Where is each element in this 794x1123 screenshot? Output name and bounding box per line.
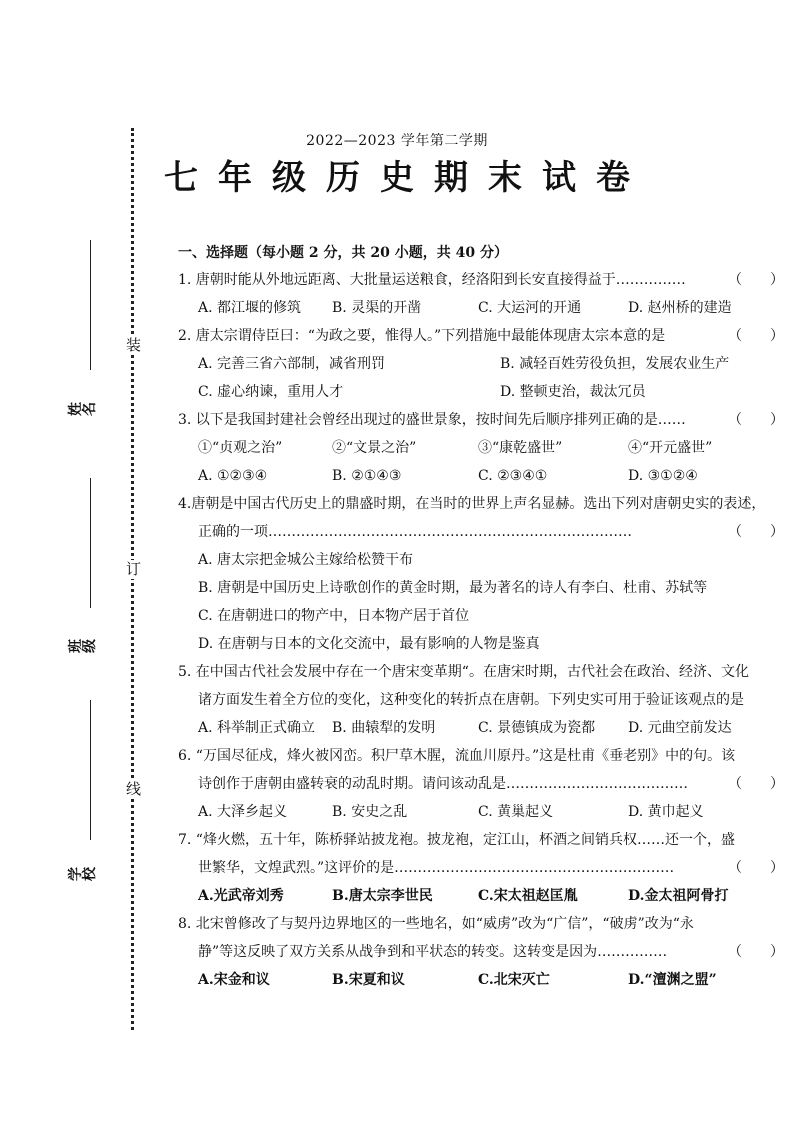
class-field-label: 班级 [68,639,98,653]
question-3 [178,406,784,434]
binding-dotted-line [131,128,134,1030]
question-6 [178,742,784,770]
question-7 [178,826,784,854]
option-c: C. 虚心纳谏，重用人才 [198,384,344,400]
question-5-continued [178,686,784,714]
name-field-label: 姓名 [68,402,98,416]
option-a: A.光武帝刘秀 [198,888,284,904]
question-8 [178,910,784,938]
question-2 [178,322,784,350]
question-7-stem-line-2: 世繁华，文煌武烈。”这评价的是…………………………………………………… [198,860,675,876]
option-a: A. 大泽乡起义 [198,804,288,820]
option-a: A.宋金和议 [198,972,270,988]
question-4-stem-line-2: 正确的一项…………………………………………………………………… [198,524,632,540]
option-c: C. ②③④① [478,468,548,484]
question-4 [178,490,784,518]
exam-title: 七年级历史期末试卷 [164,158,650,198]
question-7-continued [178,854,784,882]
question-3-items [178,434,784,462]
option-b: B.唐太宗李世民 [332,888,433,904]
binding-word-zhuang: 装 [126,336,142,354]
option-b: B. 唐朝是中国历史上诗歌创作的黄金时期，最为著名的诗人有李白、杜甫、苏轼等 [198,580,708,596]
class-field-line[interactable] [90,478,91,608]
option-d: D.金太祖阿骨打 [628,888,729,904]
question-3-stem: 3. 以下是我国封建社会曾经出现过的盛世景象，按时间先后顺序排列正确的是…… [178,412,686,428]
option-a: A. 唐太宗把金城公主嫁给松赞干布 [198,552,414,568]
question-1-options [178,294,784,322]
option-b: B. 安史之乱 [332,804,408,820]
question-7-stem-line-1: 7. “烽火燃，五十年，陈桥驿站披龙袍。披龙袍，定江山，杯酒之间销兵权……还一个，盛 [178,832,735,848]
option-d: D. 整顿吏治，裁汰冗员 [500,384,646,400]
question-8-options [178,966,784,994]
option-d: D. 黄巾起义 [628,804,704,820]
option-b: B. 灵渠的开凿 [332,300,422,316]
option-b: B.宋夏和议 [332,972,405,988]
question-5 [178,658,784,686]
question-6-stem-line-2: 诗创作于唐朝由盛转衰的动乱时期。请问该动乱是………………………………… [198,776,688,792]
question-5-stem-line-2: 诸方面发生着全方位的变化，这种变化的转折点在唐朝。下列史实可用于验证该观点的是 [198,692,744,708]
binding-word-ding: 订 [126,560,142,578]
question-4-stem-line-1: 4.唐朝是中国古代历史上的鼎盛时期，在当时的世界上声名显赫。选出下列对唐朝史实的表述， [178,496,766,512]
answer-bracket-6[interactable]: （ ） [728,776,784,792]
question-8-continued [178,938,784,966]
question-2-options-row-1 [178,350,784,378]
option-a: A. 科举制正式确立 [198,720,316,736]
option-c: C.宋太祖赵匡胤 [478,888,578,904]
option-a: A. ①②③④ [198,468,268,484]
question-4-continued [178,518,784,546]
option-b: B. 曲辕犁的发明 [332,720,436,736]
answer-bracket-8[interactable]: （ ） [728,944,784,960]
item-4: ④“开元盛世” [628,440,713,456]
option-d: D. 元曲空前发达 [628,720,732,736]
question-3-options [178,462,784,490]
exam-content [178,240,784,994]
question-6-continued [178,770,784,798]
question-5-stem-line-1: 5. 在中国古代社会发展中存在一个唐宋变革期“。在唐宋时期，古代社会在政治、经济、文化 [178,664,749,680]
option-c: C.北宋灭亡 [478,972,550,988]
item-3: ③“康乾盛世” [478,440,563,456]
school-field-line[interactable] [90,700,91,840]
question-8-stem-line-2: 静”等这反映了双方关系从战争到和平状态的转变。这转变是因为…………… [198,944,668,960]
option-b: B. 减轻百姓劳役负担，发展农业生产 [500,356,730,372]
item-1: ①“贞观之治” [198,440,283,456]
option-a: A. 完善三省六部制，减省刑罚 [198,356,386,372]
answer-bracket-3[interactable]: （ ） [728,412,784,428]
option-a: A. 都江堰的修筑 [198,300,302,316]
option-c: C. 在唐朝进口的物产中，日本物产居于首位 [198,608,470,624]
question-6-stem-line-1: 6. “万国尽征戍，烽火被冈峦。积尸草木腥，流血川原丹。”这是杜甫《垂老别》中的句。该 [178,748,736,764]
answer-bracket-4[interactable]: （ ） [728,524,784,540]
binding-word-xian: 线 [126,780,142,798]
question-6-options [178,798,784,826]
name-field-line[interactable] [90,240,91,370]
school-field-label: 学校 [68,867,98,881]
school-year: 2022—2023 学年第二学期 [306,133,488,149]
option-c: C. 景德镇成为瓷都 [478,720,596,736]
option-b: B. ②①④③ [332,468,402,484]
question-2-stem: 2. 唐太宗谓侍臣曰：“为政之要，惟得人。”下列措施中最能体现唐太宗本意的是 [178,328,666,344]
question-1-stem: 1. 唐朝时能从外地远距离、大批量运送粮食，经洛阳到长安直接得益于…………… [178,272,686,288]
option-d: D. ③①②④ [628,468,698,484]
question-2-options-row-2 [178,378,784,406]
answer-bracket-7[interactable]: （ ） [728,860,784,876]
option-c: C. 黄巢起义 [478,804,554,820]
option-c: C. 大运河的开通 [478,300,582,316]
answer-bracket-2[interactable]: （ ） [728,328,784,344]
item-2: ②“文景之治” [332,440,417,456]
option-d: D. 在唐朝与日本的文化交流中，最有影响的人物是鉴真 [198,636,540,652]
question-7-options [178,882,784,910]
question-5-options [178,714,784,742]
question-8-stem-line-1: 8. 北宋曾修改了与契丹边界地区的一些地名，如“威虏”改为“广信”，“破虏”改为“永 [178,916,694,932]
option-d: D.“澶渊之盟” [628,972,717,988]
section-heading: 一、选择题（每小题 2 分，共 20 小题，共 40 分） [178,245,508,261]
option-d: D. 赵州桥的建造 [628,300,732,316]
answer-bracket-1[interactable]: （ ） [728,272,784,288]
question-1 [178,266,784,294]
